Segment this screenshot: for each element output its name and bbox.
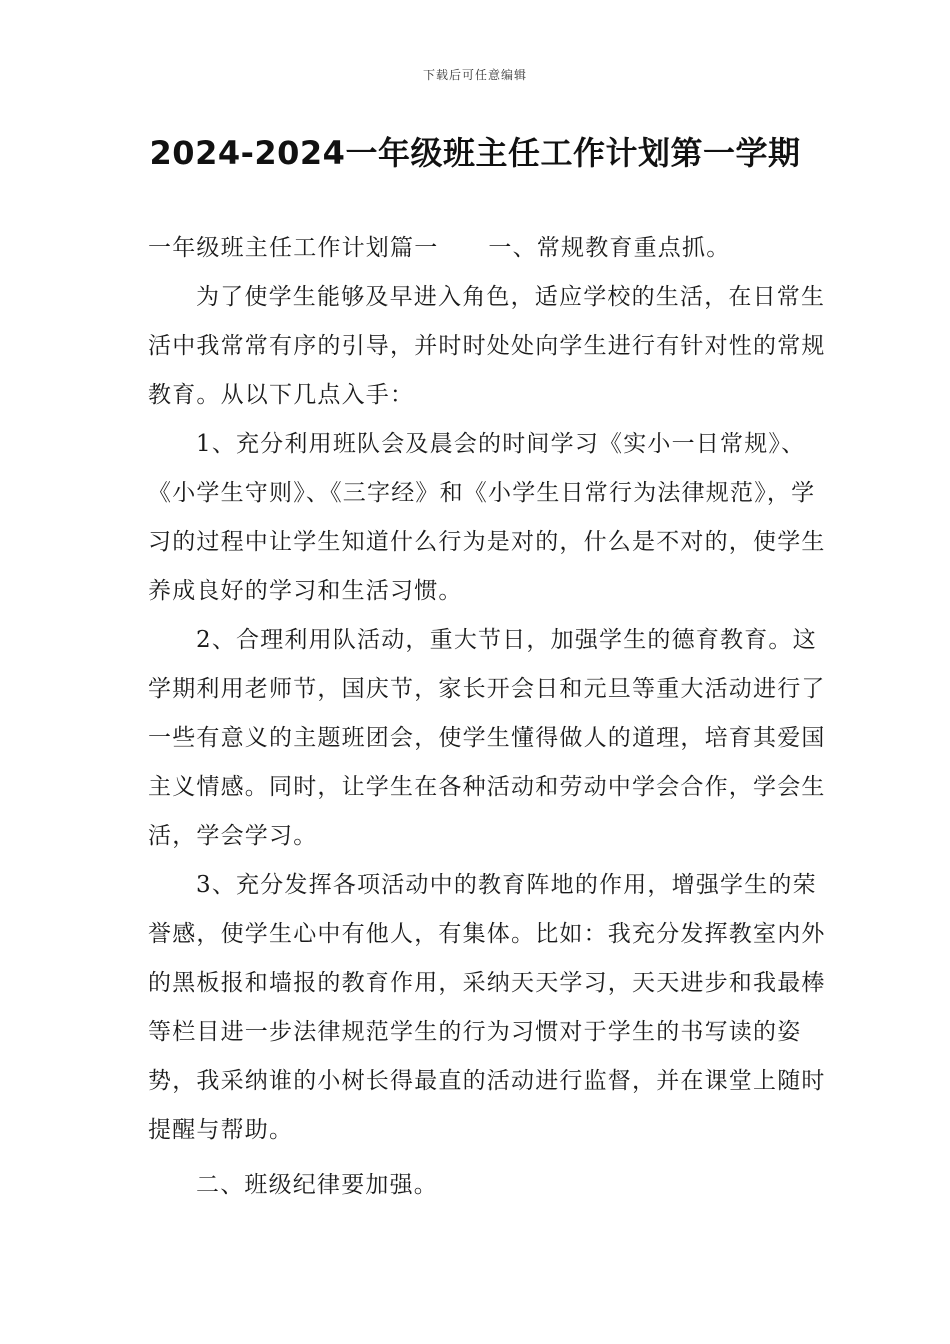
paragraph-point-3: 3、充分发挥各项活动中的教育阵地的作用，增强学生的荣誉感，使学生心中有他人，有集体。比如：我充分发挥教室内外的黑板报和墙报的教育作用，采纳天天学习，天天进步和我最棒等栏目进一步法律规范学生的行为习惯对于学生的书写读的姿势，我采纳谁的小树长得最直的活动进行监督，并在课堂上随时提醒与帮助。 xyxy=(148,872,826,1143)
header-note: 下载后可任意编辑 xyxy=(422,68,527,82)
paragraph-point-2: 2、合理利用队活动，重大节日，加强学生的德育教育。这学期利用老师节，国庆节，家长开会日和元旦等重大活动进行了一些有意义的主题班团会，使学生懂得做人的道理，培育其爱国主义情感。同时，让学生在各种活动和劳动中学会合作，学会生活，学会学习。 xyxy=(148,627,826,849)
intro-line xyxy=(148,224,828,273)
intro-subheading: 一、常规教育重点抓。 xyxy=(488,235,731,261)
paragraph-point-1: 1、充分利用班队会及晨会的时间学习《实小一日常规》、《小学生守则》、《三字经》和《小学生日常行为法律规范》，学习的过程中让学生知道什么行为是对的，什么是不对的，使学生养成良好的学习和生活习惯。 xyxy=(148,431,826,604)
section-heading-discipline: 二、班级纪律要加强。 xyxy=(196,1172,438,1198)
document-title: 2024-2024一年级班主任工作计划第一学期 xyxy=(149,134,801,172)
document-body xyxy=(148,224,828,1210)
intro-section-heading: 一年级班主任工作计划篇一 xyxy=(148,235,439,261)
paragraph-routine-education: 为了使学生能够及早进入角色，适应学校的生活，在日常生活中我常常有序的引导，并时时处处向学生进行有针对性的常规教育。从以下几点入手： xyxy=(148,284,826,408)
